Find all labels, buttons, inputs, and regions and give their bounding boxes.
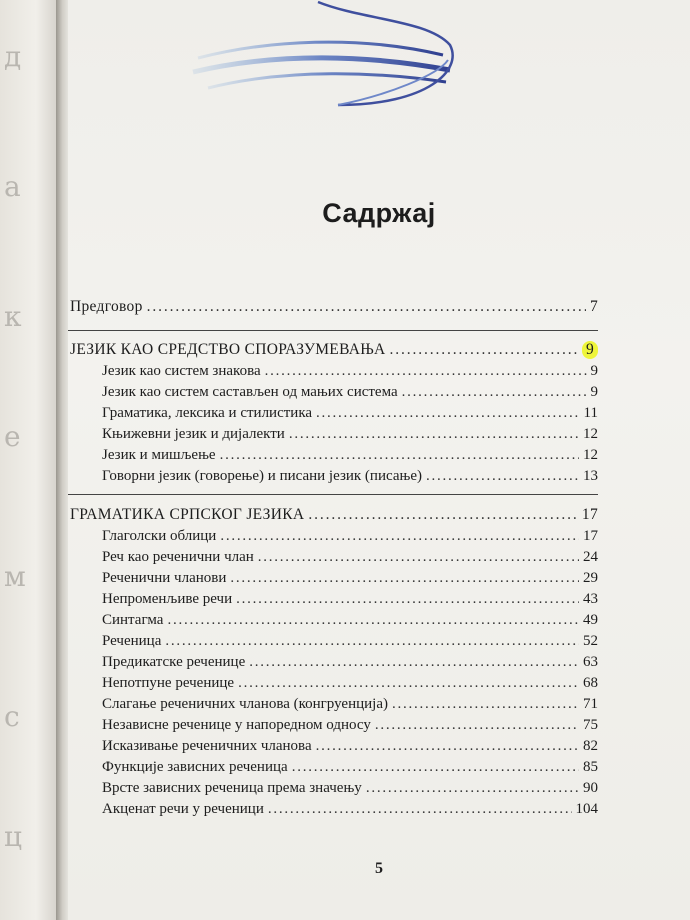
toc-entry xyxy=(102,674,598,692)
toc-entry xyxy=(102,758,598,776)
toc-entry-page: 9 xyxy=(590,384,598,400)
facing-page-glyph: д xyxy=(4,40,22,73)
toc-entry-page: 52 xyxy=(583,633,598,649)
toc-entry-page: 82 xyxy=(583,738,598,754)
dot-leader xyxy=(220,527,579,545)
dot-leader xyxy=(292,758,579,776)
toc-entry-page: 71 xyxy=(583,696,598,712)
dot-leader xyxy=(390,341,578,359)
toc-entry-page: 49 xyxy=(583,612,598,628)
toc-entry-page: 43 xyxy=(583,591,598,607)
toc-entry-label: Слагање реченичних чланова (конгруенција) xyxy=(102,696,388,712)
toc-entry-label: Акценат речи у реченици xyxy=(102,801,264,817)
toc-entry-page: 104 xyxy=(575,801,598,817)
dot-leader xyxy=(375,716,579,734)
dot-leader xyxy=(268,800,572,818)
page-number: 5 xyxy=(375,860,383,877)
toc-entry-page: 90 xyxy=(583,780,598,796)
toc-entry-label: Исказивање реченичних чланова xyxy=(102,738,312,754)
toc-entry-page: 11 xyxy=(583,405,598,421)
toc-entry-label: Говорни језик (говорење) и писани језик (писање) xyxy=(102,468,422,484)
toc-entry-page: 29 xyxy=(583,570,598,586)
facing-page-glyph: к xyxy=(4,300,22,333)
toc-entry-page: 12 xyxy=(583,447,598,463)
toc-entry-label: Функције зависних реченица xyxy=(102,759,288,775)
toc-entry xyxy=(102,737,598,755)
facing-page-glyph: а xyxy=(4,170,21,203)
toc-entry xyxy=(102,404,598,422)
toc-entry xyxy=(70,341,598,359)
toc-entry-page: 17 xyxy=(583,528,598,544)
toc-entry-label: Врсте зависних реченица према значењу xyxy=(102,780,362,796)
toc-entry xyxy=(70,298,598,316)
section-divider xyxy=(68,494,598,495)
toc-entry xyxy=(102,695,598,713)
toc-entry xyxy=(102,548,598,566)
facing-page-glyph: с xyxy=(4,700,20,733)
facing-page-glyph: м xyxy=(4,560,26,593)
dot-leader xyxy=(316,404,580,422)
toc-entry-label: Књижевни језик и дијалекти xyxy=(102,426,285,442)
toc-entry-label: Предикатске реченице xyxy=(102,654,246,670)
toc-entry xyxy=(102,632,598,650)
highlighted-page-number: 9 xyxy=(582,341,598,359)
dot-leader xyxy=(316,737,579,755)
toc-entry-label: Глаголски облици xyxy=(102,528,217,544)
section-divider xyxy=(68,330,598,331)
toc-entry-page: 75 xyxy=(583,717,598,733)
dot-leader xyxy=(165,632,579,650)
toc-entry-page: 85 xyxy=(583,759,598,775)
toc-entry-label: Непотпуне реченице xyxy=(102,675,235,691)
dot-leader xyxy=(230,569,579,587)
toc-entry-page: 12 xyxy=(583,426,598,442)
toc-entry xyxy=(102,716,598,734)
toc-entry-page: 63 xyxy=(583,654,598,670)
dot-leader xyxy=(238,674,579,692)
toc-entry-label: Реченица xyxy=(102,633,162,649)
facing-page-edge xyxy=(0,0,60,920)
toc-entry-label: ЈЕЗИК КАО СРЕДСТВО СПОРАЗУМЕВАЊА xyxy=(70,341,386,358)
dot-leader xyxy=(265,362,587,380)
toc-entry-page: 7 xyxy=(589,298,598,315)
swoosh-ornament-icon xyxy=(188,0,488,120)
toc-entry-label: Језик и мишљење xyxy=(102,447,216,463)
toc-entry-label: Независне реченице у напоредном односу xyxy=(102,717,371,733)
dot-leader xyxy=(392,695,579,713)
toc-entry-label: Непроменљиве речи xyxy=(102,591,233,607)
facing-page-glyph: е xyxy=(4,420,21,453)
toc-entry-page: 13 xyxy=(583,468,598,484)
toc-entry xyxy=(102,569,598,587)
dot-leader xyxy=(308,506,578,524)
dot-leader xyxy=(426,467,579,485)
toc-entry-page: 24 xyxy=(583,549,598,565)
toc-entry-page: 17 xyxy=(581,506,598,523)
toc-entry xyxy=(102,446,598,464)
toc-entry-label: Реч као реченични члан xyxy=(102,549,254,565)
page-title: Садржај xyxy=(322,198,436,228)
dot-leader xyxy=(147,298,586,316)
toc-entry-label: Језик као систем знакова xyxy=(102,363,261,379)
toc-entry-page: 68 xyxy=(583,675,598,691)
toc-entry-label: Реченични чланови xyxy=(102,570,227,586)
toc-entry xyxy=(102,611,598,629)
toc-entry xyxy=(102,467,598,485)
dot-leader xyxy=(167,611,579,629)
toc-entry-label: Предговор xyxy=(70,298,143,315)
toc-entry xyxy=(102,383,598,401)
facing-page-glyph: ц xyxy=(4,820,23,853)
toc-entry-page: 9 xyxy=(590,363,598,379)
dot-leader xyxy=(366,779,579,797)
dot-leader xyxy=(220,446,579,464)
toc-entry xyxy=(102,590,598,608)
dot-leader xyxy=(258,548,579,566)
toc-page xyxy=(68,0,690,920)
toc-entry xyxy=(102,527,598,545)
toc-entry xyxy=(70,506,598,524)
dot-leader xyxy=(402,383,587,401)
toc-entry xyxy=(102,362,598,380)
toc-entry xyxy=(102,800,598,818)
toc-entry-label: Граматика, лексика и стилистика xyxy=(102,405,313,421)
toc-entry xyxy=(102,653,598,671)
dot-leader xyxy=(236,590,579,608)
dot-leader xyxy=(289,425,579,443)
toc-entry-label: ГРАМАТИКА СРПСКОГ ЈЕЗИКА xyxy=(70,506,305,523)
dot-leader xyxy=(249,653,579,671)
toc-entry-label: Језик као систем састављен од мањих система xyxy=(102,384,398,400)
toc-entry xyxy=(102,779,598,797)
toc-entry xyxy=(102,425,598,443)
toc-entry-label: Синтагма xyxy=(102,612,164,628)
